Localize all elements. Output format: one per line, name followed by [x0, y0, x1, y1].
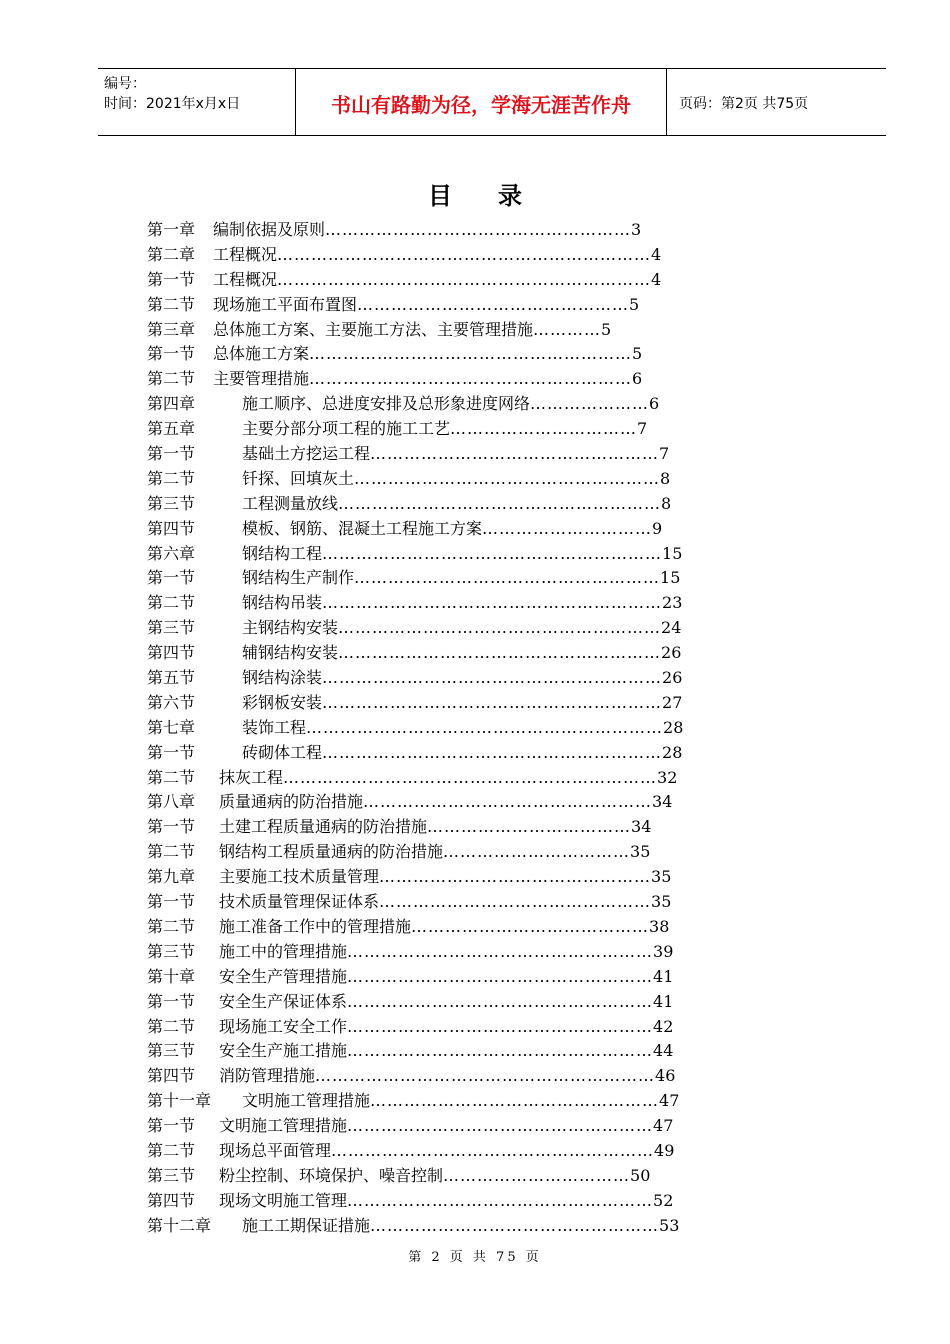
toc-page-number: 28	[663, 717, 684, 737]
toc-row[interactable]	[147, 243, 787, 268]
toc-leader-dots: ………………………………………………	[347, 991, 654, 1011]
toc-row[interactable]	[147, 666, 787, 691]
toc-entry-text: 施工中的管理措施	[219, 941, 348, 961]
toc-label: 第一节	[147, 1116, 196, 1136]
toc-label: 第一节	[147, 817, 196, 837]
toc-page-number: 6	[649, 394, 660, 414]
toc-row[interactable]	[147, 766, 787, 791]
header-motto: 书山有路勤为径，学海无涯苦作舟	[331, 93, 631, 117]
toc-label: 第二节	[147, 767, 196, 787]
toc-label: 第三节	[147, 941, 196, 961]
toc-entry-text: 工程概况	[213, 269, 278, 289]
toc-leader-dots: ……………………………………………………	[322, 692, 663, 712]
toc-row[interactable]	[147, 566, 787, 591]
toc-row[interactable]	[147, 790, 787, 815]
toc-entry-text: 消防管理措施	[219, 1066, 316, 1086]
toc-entry-text: 钎探、回填灰土	[242, 468, 355, 488]
toc-leader-dots: ………………………………………………	[347, 1116, 654, 1136]
toc-label: 第二节	[147, 1016, 196, 1036]
toc-label: 第二节	[147, 369, 196, 389]
toc-row[interactable]	[147, 318, 787, 343]
page-header	[98, 68, 886, 136]
toc-leader-dots: ……………………………………………	[370, 1091, 660, 1111]
toc-page-number: 6	[632, 369, 643, 389]
toc-entry-text: 抹灰工程	[219, 767, 284, 787]
toc-row[interactable]	[147, 1015, 787, 1040]
toc-row[interactable]	[147, 1089, 787, 1114]
toc-page-number: 38	[649, 916, 670, 936]
toc-entry-text: 主钢结构安装	[242, 618, 339, 638]
toc-label: 第九章	[147, 867, 196, 887]
toc-row[interactable]	[147, 741, 787, 766]
toc-row[interactable]	[147, 965, 787, 990]
toc-entry-text: 现场施工安全工作	[219, 1016, 348, 1036]
toc-entry-text: 砖砌体工程	[242, 742, 323, 762]
toc-label: 第四章	[147, 394, 196, 414]
toc-entry-text: 土建工程质量通病的防治措施	[219, 817, 428, 837]
toc-leader-dots: ………………………………………………	[347, 1190, 654, 1210]
toc-label: 第六节	[147, 692, 196, 712]
toc-leader-dots: ……………………………………………	[363, 792, 653, 812]
toc-entry-text: 施工工期保证措施	[242, 1215, 371, 1235]
toc-label: 第一节	[147, 444, 196, 464]
toc-row[interactable]	[147, 691, 787, 716]
toc-leader-dots: ………………………………………………	[347, 1041, 654, 1061]
toc-entry-text: 现场文明施工管理	[219, 1190, 348, 1210]
toc-label: 第四节	[147, 518, 196, 538]
toc-leader-dots: ……………………………	[443, 1165, 631, 1185]
toc-entry-text: 安全生产施工措施	[219, 1041, 348, 1061]
toc-row[interactable]	[147, 840, 787, 865]
toc-page-number: 15	[660, 568, 681, 588]
toc-entry-text: 现场总平面管理	[219, 1140, 332, 1160]
toc-page-number: 3	[631, 220, 642, 239]
toc-label: 第二节	[147, 593, 196, 613]
header-page-info: 页码：第2页 共75页	[679, 96, 809, 112]
toc-leader-dots: ………………………………	[427, 817, 632, 837]
toc-entry-text: 主要施工技术质量管理	[219, 867, 380, 887]
toc-label: 第一节	[147, 742, 196, 762]
toc-label: 第二节	[147, 916, 196, 936]
toc-page-number: 28	[662, 742, 683, 762]
toc-label: 第二章	[147, 244, 196, 264]
toc-page-number: 5	[629, 294, 640, 314]
toc-leader-dots: …………………………………………	[357, 294, 630, 314]
toc-page-number: 7	[637, 419, 648, 439]
toc-row[interactable]	[147, 1214, 787, 1239]
toc-entry-text: 钢结构工程质量通病的防治措施	[219, 842, 444, 862]
toc-entry-text: 总体施工方案、主要施工方法、主要管理措施	[213, 319, 534, 339]
toc-leader-dots: ………………………………………………	[325, 220, 632, 239]
toc-page-number: 32	[657, 767, 678, 787]
toc-label: 第七章	[147, 717, 196, 737]
toc-label: 第二节	[147, 1140, 196, 1160]
toc-row[interactable]	[147, 1189, 787, 1214]
toc-row[interactable]	[147, 1114, 787, 1139]
header-right-cell	[667, 69, 886, 135]
toc-label: 第十一章	[147, 1091, 212, 1111]
toc-page-number: 41	[653, 966, 674, 986]
toc-label: 第一节	[147, 344, 196, 364]
toc-leader-dots: ……………………………	[443, 842, 631, 862]
toc-label: 第一节	[147, 269, 196, 289]
toc-entry-text: 粉尘控制、环境保护、噪音控制	[219, 1165, 444, 1185]
toc-leader-dots: …………	[533, 319, 602, 339]
toc-label: 第二节	[147, 468, 196, 488]
toc-page-number: 47	[653, 1116, 674, 1136]
toc-page-number: 4	[651, 269, 662, 289]
toc-entry-text: 工程测量放线	[242, 493, 339, 513]
toc-row[interactable]	[147, 1164, 787, 1189]
toc-label: 第四节	[147, 643, 196, 663]
toc-row[interactable]	[147, 417, 787, 442]
toc-leader-dots: ……………………………………………………	[322, 593, 663, 613]
toc-row[interactable]	[147, 442, 787, 467]
toc-page-number: 26	[661, 643, 682, 663]
toc-label: 第三节	[147, 618, 196, 638]
toc-label: 第二节	[147, 294, 196, 314]
toc-leader-dots: ………………………………………………	[347, 941, 654, 961]
header-middle-cell	[296, 69, 667, 135]
toc-leader-dots: ……………………………………………	[370, 444, 660, 464]
toc-row[interactable]	[147, 1139, 787, 1164]
toc-leader-dots: ………………………………………………	[354, 468, 661, 488]
toc-row[interactable]	[147, 915, 787, 940]
toc-leader-dots: …………………………………………………	[309, 369, 633, 389]
table-of-contents	[147, 218, 787, 1239]
toc-label: 第五章	[147, 419, 196, 439]
toc-row[interactable]	[147, 517, 787, 542]
toc-row[interactable]	[147, 940, 787, 965]
toc-label: 第十二章	[147, 1215, 212, 1235]
toc-leader-dots: ……………………………	[450, 419, 638, 439]
toc-row[interactable]	[147, 268, 787, 293]
toc-entry-text: 安全生产保证体系	[219, 991, 348, 1011]
toc-row[interactable]	[147, 392, 787, 417]
toc-leader-dots: ………………………………………………	[347, 1016, 654, 1036]
toc-row[interactable]	[147, 865, 787, 890]
toc-entry-text: 现场施工平面布置图	[213, 294, 358, 314]
toc-page-number: 44	[653, 1041, 674, 1061]
toc-page-number: 49	[654, 1140, 675, 1160]
toc-row[interactable]	[147, 815, 787, 840]
number-label: 编号：	[104, 76, 146, 92]
toc-page-number: 47	[659, 1091, 680, 1111]
toc-entry-text: 安全生产管理措施	[219, 966, 348, 986]
toc-entry-text: 主要分部分项工程的施工工艺	[242, 419, 451, 439]
toc-page-number: 34	[652, 792, 673, 812]
toc-page-number: 7	[659, 444, 670, 464]
toc-row[interactable]	[147, 890, 787, 915]
toc-entry-text: 编制依据及原则	[213, 220, 326, 239]
toc-label: 第三节	[147, 1041, 196, 1061]
toc-label: 第一节	[147, 892, 196, 912]
toc-label: 第十章	[147, 966, 196, 986]
toc-label: 第三章	[147, 319, 196, 339]
toc-leader-dots: ………………………………………………	[354, 568, 661, 588]
toc-page-number: 35	[651, 867, 672, 887]
toc-entry-text: 总体施工方案	[213, 344, 310, 364]
toc-entry-text: 技术质量管理保证体系	[219, 892, 380, 912]
toc-leader-dots: ………………………………………………	[347, 966, 654, 986]
toc-leader-dots: ……………………………………………………	[315, 1066, 656, 1086]
toc-row[interactable]	[147, 367, 787, 392]
toc-leader-dots: …………………………………………………	[338, 618, 662, 638]
toc-row[interactable]	[147, 1039, 787, 1064]
toc-leader-dots: …………………………………………………	[338, 643, 662, 663]
toc-page-number: 5	[632, 344, 643, 364]
toc-entry-text: 施工准备工作中的管理措施	[219, 916, 412, 936]
toc-row[interactable]	[147, 641, 787, 666]
toc-page-number: 26	[662, 668, 683, 688]
toc-leader-dots: ……………………………………………………	[322, 742, 663, 762]
toc-row[interactable]	[147, 293, 787, 318]
toc-label: 第一节	[147, 991, 196, 1011]
toc-leader-dots: …………………………………………………………	[277, 244, 652, 264]
toc-entry-text: 工程概况	[213, 244, 278, 264]
toc-leader-dots: …………………………………………	[379, 867, 652, 887]
toc-leader-dots: ……………………………………………………	[322, 668, 663, 688]
toc-label: 第二节	[147, 842, 196, 862]
toc-page-number: 9	[652, 518, 663, 538]
toc-row[interactable]	[147, 591, 787, 616]
toc-entry-text: 模板、钢筋、混凝土工程施工方案	[242, 518, 483, 538]
toc-title: 目录	[428, 182, 568, 210]
toc-entry-text: 彩钢板安装	[242, 692, 323, 712]
toc-leader-dots: …………………………………………………………	[283, 767, 658, 787]
toc-entry-text: 基础土方挖运工程	[242, 444, 371, 464]
toc-leader-dots: ……………………………………………………	[322, 543, 663, 563]
toc-entry-text: 施工顺序、总进度安排及总形象进度网络	[242, 394, 531, 414]
toc-leader-dots: ………………………………………………………	[306, 717, 664, 737]
toc-leader-dots: …………………………	[482, 518, 653, 538]
toc-entry-text: 钢结构工程	[242, 543, 323, 563]
toc-row[interactable]	[147, 218, 787, 243]
page-footer: 第 2 页 共 75 页	[408, 1250, 542, 1265]
toc-entry-text: 辅钢结构安装	[242, 643, 339, 663]
toc-page-number: 15	[662, 543, 683, 563]
toc-row[interactable]	[147, 616, 787, 641]
toc-page-number: 8	[661, 493, 672, 513]
toc-page-number: 35	[651, 892, 672, 912]
toc-page-number: 34	[631, 817, 652, 837]
toc-page-number: 39	[653, 941, 674, 961]
toc-leader-dots: …………………	[530, 394, 650, 414]
toc-label: 第一节	[147, 568, 196, 588]
toc-entry-text: 钢结构涂装	[242, 668, 323, 688]
toc-page-number: 50	[630, 1165, 651, 1185]
toc-label: 第三节	[147, 493, 196, 513]
toc-label: 第一章	[147, 220, 196, 239]
toc-page-number: 27	[662, 692, 683, 712]
toc-leader-dots: ……………………………………	[411, 916, 650, 936]
toc-page-number: 46	[655, 1066, 676, 1086]
toc-page-number: 41	[653, 991, 674, 1011]
toc-leader-dots: …………………………………………………	[338, 493, 662, 513]
toc-row[interactable]	[147, 990, 787, 1015]
toc-row[interactable]	[147, 467, 787, 492]
toc-label: 第五节	[147, 668, 196, 688]
toc-label: 第八章	[147, 792, 196, 812]
toc-label: 第六章	[147, 543, 196, 563]
toc-entry-text: 文明施工管理措施	[219, 1116, 348, 1136]
toc-leader-dots: …………………………………………	[379, 892, 652, 912]
toc-label: 第三节	[147, 1165, 196, 1185]
toc-label: 第四节	[147, 1190, 196, 1210]
toc-page-number: 24	[661, 618, 682, 638]
toc-page-number: 23	[662, 593, 683, 613]
toc-row[interactable]	[147, 342, 787, 367]
toc-page-number: 35	[630, 842, 651, 862]
toc-page-number: 53	[659, 1215, 680, 1235]
toc-page-number: 42	[653, 1016, 674, 1036]
toc-page-number: 4	[651, 244, 662, 264]
toc-row[interactable]	[147, 492, 787, 517]
toc-entry-text: 钢结构生产制作	[242, 568, 355, 588]
toc-entry-text: 质量通病的防治措施	[219, 792, 364, 812]
toc-leader-dots: …………………………………………………………	[277, 269, 652, 289]
toc-row[interactable]	[147, 542, 787, 567]
toc-entry-text: 钢结构吊装	[242, 593, 323, 613]
toc-entry-text: 主要管理措施	[213, 369, 310, 389]
toc-label: 第四节	[147, 1066, 196, 1086]
toc-page-number: 52	[653, 1190, 674, 1210]
time-label: 时间：2021年x月x日	[104, 96, 241, 112]
toc-page-number: 5	[601, 319, 612, 339]
toc-leader-dots: …………………………………………………	[331, 1140, 655, 1160]
toc-page-number: 8	[660, 468, 671, 488]
toc-entry-text: 文明施工管理措施	[242, 1091, 371, 1111]
header-left-cell	[98, 69, 296, 135]
toc-leader-dots: …………………………………………………	[309, 344, 633, 364]
toc-row[interactable]	[147, 1064, 787, 1089]
toc-entry-text: 装饰工程	[242, 717, 307, 737]
toc-row[interactable]	[147, 716, 787, 741]
toc-leader-dots: ……………………………………………	[370, 1215, 660, 1235]
